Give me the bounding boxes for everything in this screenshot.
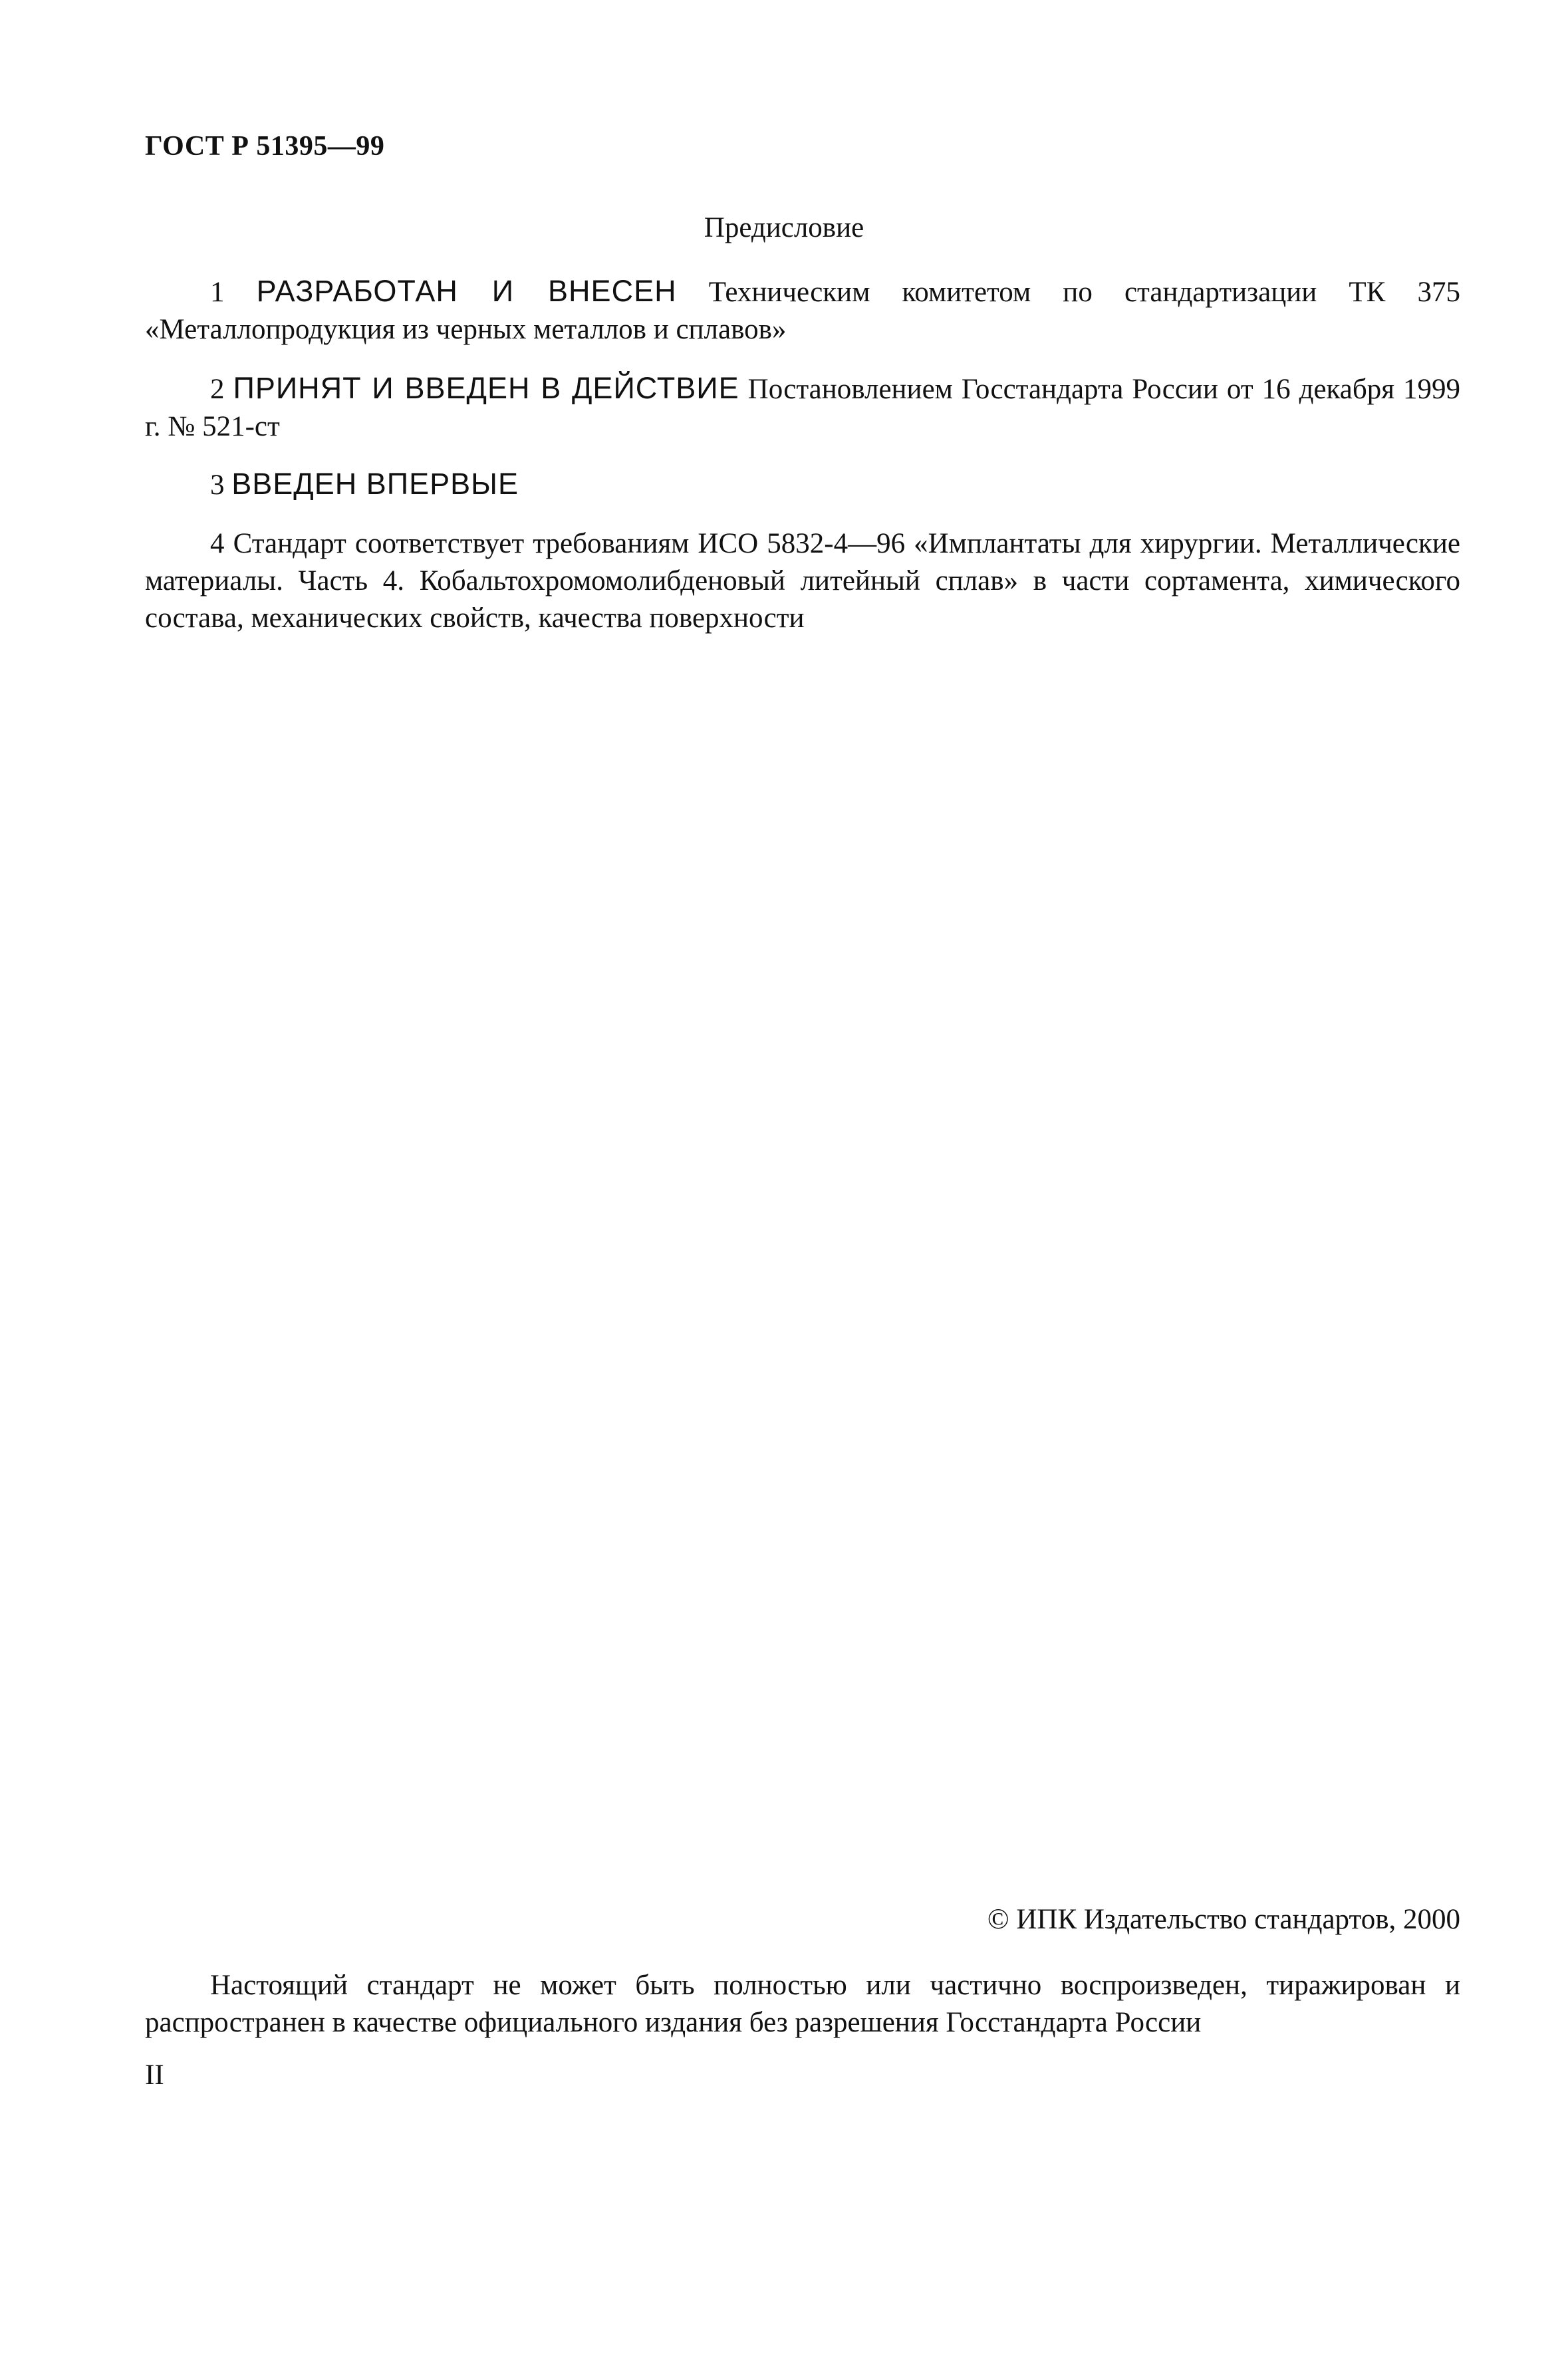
page-number: II: [145, 2059, 164, 2091]
item-number: 1: [210, 277, 225, 308]
item-number: 4: [210, 528, 225, 559]
item-text: Постановлением Госстандарта России от 16 декабря 1999 г. № 521-ст: [145, 374, 1461, 442]
item-lead: РАЗРАБОТАН И ВНЕСЕН: [256, 274, 677, 308]
foreword-item-3: [145, 465, 1460, 504]
item-text: Стандарт соответствует требованиям ИСО 5832-4—96 «Имплантаты для хирургии. Металлические материалы. Часть 4. Кобальтохромомолибденовый литейный сплав» в части сортамента, химического состава, механических свойств, качества поверхности: [145, 528, 1460, 634]
item-number: 3: [210, 469, 225, 501]
item-text: Техническим комитетом по стандартизации ТК 375 «Металлопродукция из черных металлов и сплавов»: [145, 277, 1461, 345]
reproduction-notice: [145, 1967, 1460, 2041]
foreword-item-4: [145, 525, 1460, 637]
notice-text: Настоящий стандарт не может быть полностью или частично воспроизведен, тиражирован и распространен в качестве официального издания без разрешения Госстандарта России: [145, 1970, 1460, 2038]
item-lead: ПРИНЯТ И ВВЕДЕН В ДЕЙСТВИЕ: [233, 371, 739, 405]
item-number: 2: [210, 374, 225, 405]
page-title: Предисловие: [704, 212, 864, 243]
foreword-item-2: [145, 370, 1460, 446]
item-lead: ВВЕДЕН ВПЕРВЫЕ: [231, 467, 519, 501]
document-header: ГОСТ Р 51395—99: [145, 131, 385, 162]
copyright-line: © ИПК Издательство стандартов, 2000: [987, 1904, 1460, 1935]
foreword-item-1: [145, 273, 1460, 348]
